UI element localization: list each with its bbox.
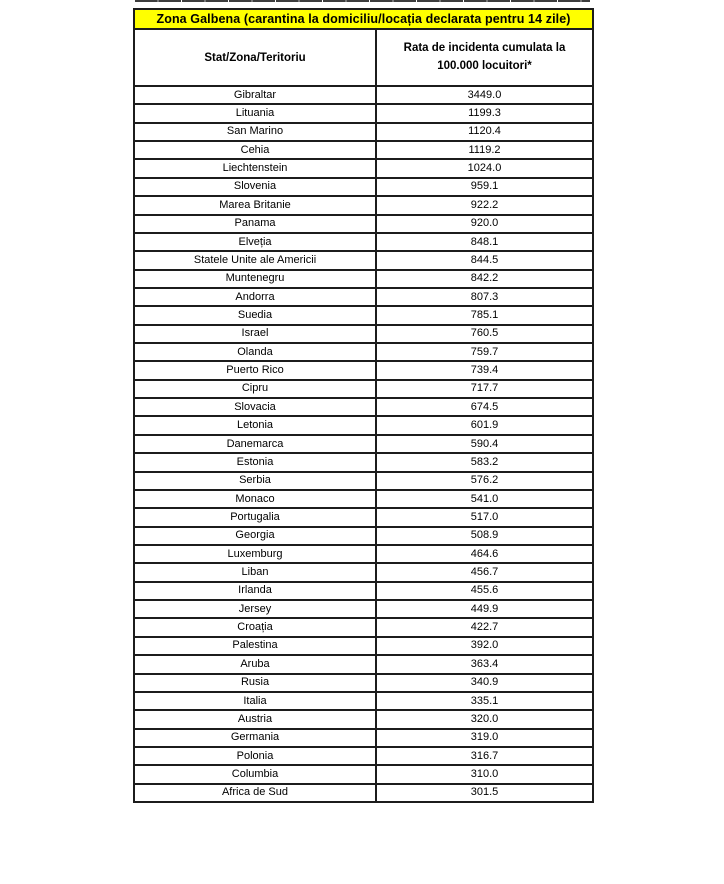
table-row [134,747,593,765]
stat-cell: San Marino [134,123,376,141]
table-row [134,178,593,196]
rata-cell: 785.1 [376,306,593,324]
rata-cell: 959.1 [376,178,593,196]
table-row [134,141,593,159]
rata-cell: 1120.4 [376,123,593,141]
stat-cell: Lituania [134,104,376,122]
stat-cell: Aruba [134,655,376,673]
table-row [134,361,593,379]
table-row [134,637,593,655]
column-header-rata-label: Rata de incidenta cumulata la 100.000 locuitori* [403,41,566,72]
stat-cell: Estonia [134,453,376,471]
rata-cell: 842.2 [376,270,593,288]
table-row [134,270,593,288]
table-row [134,86,593,104]
stat-cell: Columbia [134,765,376,783]
table-title: Zona Galbena (carantina la domiciliu/locația declarata pentru 14 zile) [134,9,593,29]
rata-cell: 1119.2 [376,141,593,159]
table-row [134,288,593,306]
rata-cell: 310.0 [376,765,593,783]
table-row [134,159,593,177]
column-header-row [134,29,593,86]
table-row [134,196,593,214]
rata-cell: 363.4 [376,655,593,673]
stat-cell: Liechtenstein [134,159,376,177]
table-row [134,655,593,673]
stat-cell: Cipru [134,380,376,398]
stat-cell: Statele Unite ale Americii [134,251,376,269]
stat-cell: Andorra [134,288,376,306]
rata-cell: 590.4 [376,435,593,453]
stat-cell: Panama [134,215,376,233]
table-row [134,306,593,324]
rata-cell: 844.5 [376,251,593,269]
stat-cell: Croația [134,618,376,636]
rata-cell: 320.0 [376,710,593,728]
stat-cell: Muntenegru [134,270,376,288]
rata-cell: 392.0 [376,637,593,655]
table-row [134,398,593,416]
stat-cell: Slovenia [134,178,376,196]
rata-cell: 517.0 [376,508,593,526]
table-row [134,215,593,233]
stat-cell: Palestina [134,637,376,655]
zona-galbena-table [133,8,594,803]
stat-cell: Irlanda [134,582,376,600]
table-row [134,692,593,710]
table-row [134,674,593,692]
table-row [134,233,593,251]
rata-cell: 1024.0 [376,159,593,177]
rata-cell: 455.6 [376,582,593,600]
table-row [134,600,593,618]
rata-cell: 541.0 [376,490,593,508]
table-row [134,343,593,361]
table-row [134,435,593,453]
table-row [134,545,593,563]
table-body [134,86,593,802]
table-row [134,104,593,122]
table-row [134,527,593,545]
stat-cell: Austria [134,710,376,728]
rata-cell: 760.5 [376,325,593,343]
previous-table-bottom-edge [135,0,590,2]
table-row [134,453,593,471]
table-row [134,325,593,343]
rata-cell: 601.9 [376,416,593,434]
rata-cell: 3449.0 [376,86,593,104]
rata-cell: 920.0 [376,215,593,233]
table-row [134,508,593,526]
table-row [134,416,593,434]
rata-cell: 1199.3 [376,104,593,122]
table-row [134,729,593,747]
stat-cell: Puerto Rico [134,361,376,379]
stat-cell: Monaco [134,490,376,508]
stat-cell: Luxemburg [134,545,376,563]
stat-cell: Suedia [134,306,376,324]
rata-cell: 316.7 [376,747,593,765]
table-row [134,251,593,269]
stat-cell: Serbia [134,472,376,490]
rata-cell: 922.2 [376,196,593,214]
rata-cell: 739.4 [376,361,593,379]
stat-cell: Portugalia [134,508,376,526]
rata-cell: 807.3 [376,288,593,306]
stat-cell: Israel [134,325,376,343]
rata-cell: 301.5 [376,784,593,802]
table-row [134,582,593,600]
column-header-rata [376,29,593,86]
stat-cell: Letonia [134,416,376,434]
stat-cell: Cehia [134,141,376,159]
stat-cell: Danemarca [134,435,376,453]
stat-cell: Slovacia [134,398,376,416]
table-row [134,765,593,783]
stat-cell: Germania [134,729,376,747]
stat-cell: Jersey [134,600,376,618]
column-header-stat: Stat/Zona/Teritoriu [134,29,376,86]
table-row [134,710,593,728]
table-row [134,472,593,490]
table-row [134,784,593,802]
table-row [134,123,593,141]
rata-cell: 583.2 [376,453,593,471]
rata-cell: 422.7 [376,618,593,636]
table-row [134,380,593,398]
table-row [134,490,593,508]
rata-cell: 717.7 [376,380,593,398]
rata-cell: 464.6 [376,545,593,563]
stat-cell: Olanda [134,343,376,361]
rata-cell: 449.9 [376,600,593,618]
table-row [134,618,593,636]
stat-cell: Africa de Sud [134,784,376,802]
rata-cell: 456.7 [376,563,593,581]
table-title-row [134,9,593,29]
rata-cell: 759.7 [376,343,593,361]
stat-cell: Marea Britanie [134,196,376,214]
rata-cell: 508.9 [376,527,593,545]
table-row [134,563,593,581]
rata-cell: 340.9 [376,674,593,692]
stat-cell: Elveția [134,233,376,251]
stat-cell: Liban [134,563,376,581]
rata-cell: 848.1 [376,233,593,251]
stat-cell: Gibraltar [134,86,376,104]
stat-cell: Georgia [134,527,376,545]
rata-cell: 335.1 [376,692,593,710]
stat-cell: Rusia [134,674,376,692]
rata-cell: 576.2 [376,472,593,490]
stat-cell: Polonia [134,747,376,765]
rata-cell: 674.5 [376,398,593,416]
stat-cell: Italia [134,692,376,710]
rata-cell: 319.0 [376,729,593,747]
